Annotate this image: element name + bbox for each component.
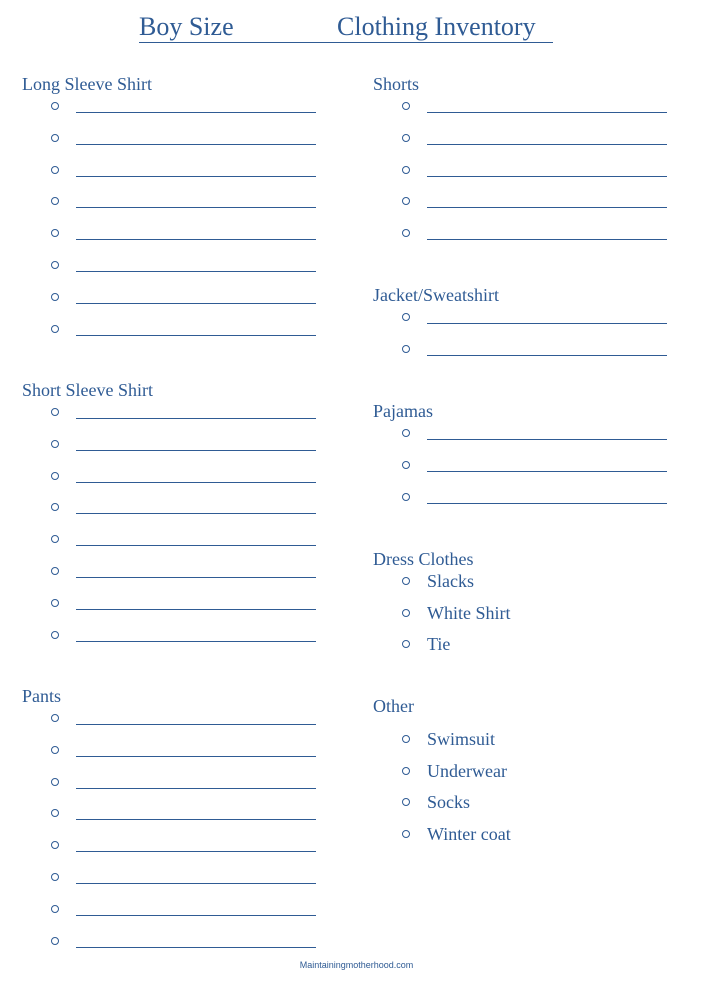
bullet-circle-icon xyxy=(402,429,410,437)
bullet-circle-icon xyxy=(51,937,59,945)
write-in-line[interactable] xyxy=(427,176,667,177)
item-label: Underwear xyxy=(427,760,507,781)
write-in-line[interactable] xyxy=(76,335,316,336)
write-in-line[interactable] xyxy=(76,545,316,546)
write-in-line[interactable] xyxy=(427,355,667,356)
write-in-line[interactable] xyxy=(76,819,316,820)
bullet-circle-icon xyxy=(51,102,59,110)
item-label: Socks xyxy=(427,792,471,812)
heading-jacket-sweatshirt: Jacket/Sweatshirt xyxy=(373,285,499,305)
write-in-line[interactable] xyxy=(76,418,316,419)
write-in-line[interactable] xyxy=(427,471,667,472)
bullet-circle-icon xyxy=(402,609,410,617)
item-label: White Shirt xyxy=(427,602,511,623)
bullet-circle-icon xyxy=(51,778,59,786)
bullet-circle-icon xyxy=(51,261,59,269)
bullet-circle-icon xyxy=(402,313,410,321)
write-in-line[interactable] xyxy=(76,577,316,578)
bullet-circle-icon xyxy=(51,197,59,205)
item-label: Swimsuit xyxy=(427,729,496,749)
bullet-circle-icon xyxy=(402,461,410,469)
bullet-circle-icon xyxy=(402,577,410,585)
bullet-circle-icon xyxy=(51,841,59,849)
write-in-line[interactable] xyxy=(76,788,316,789)
heading-pants: Pants xyxy=(22,686,62,706)
bullet-circle-icon xyxy=(51,229,59,237)
item-label: Slacks xyxy=(427,571,474,591)
write-in-line[interactable] xyxy=(76,303,316,304)
bullet-circle-icon xyxy=(402,345,410,353)
bullet-circle-icon xyxy=(402,798,410,806)
bullet-circle-icon xyxy=(51,408,59,416)
bullet-circle-icon xyxy=(51,535,59,543)
write-in-line[interactable] xyxy=(427,323,667,324)
bullet-circle-icon xyxy=(51,503,59,511)
heading-other: Other xyxy=(373,696,414,716)
write-in-line[interactable] xyxy=(76,144,316,145)
bullet-circle-icon xyxy=(51,325,59,333)
bullet-circle-icon xyxy=(51,714,59,722)
write-in-line[interactable] xyxy=(427,503,667,504)
bullet-circle-icon xyxy=(402,493,410,501)
heading-short-sleeve-shirt: Short Sleeve Shirt xyxy=(22,380,153,400)
heading-long-sleeve-shirt: Long Sleeve Shirt xyxy=(22,74,152,94)
write-in-line[interactable] xyxy=(427,144,667,145)
heading-shorts: Shorts xyxy=(373,74,420,94)
bullet-circle-icon xyxy=(51,873,59,881)
bullet-circle-icon xyxy=(51,166,59,174)
write-in-line[interactable] xyxy=(76,947,316,948)
bullet-circle-icon xyxy=(51,440,59,448)
bullet-circle-icon xyxy=(51,567,59,575)
write-in-line[interactable] xyxy=(76,609,316,610)
bullet-circle-icon xyxy=(51,134,59,142)
title-boy-size: Boy Size xyxy=(139,12,234,41)
bullet-circle-icon xyxy=(402,767,410,775)
bullet-circle-icon xyxy=(402,229,410,237)
page-title xyxy=(139,10,553,43)
write-in-line[interactable] xyxy=(76,271,316,272)
write-in-line[interactable] xyxy=(76,724,316,725)
write-in-line[interactable] xyxy=(76,883,316,884)
bullet-circle-icon xyxy=(51,293,59,301)
write-in-line[interactable] xyxy=(427,112,667,113)
write-in-line[interactable] xyxy=(76,915,316,916)
title-clothing-inventory: Clothing Inventory xyxy=(337,12,536,41)
bullet-circle-icon xyxy=(402,640,410,648)
bullet-circle-icon xyxy=(51,472,59,480)
bullet-circle-icon xyxy=(402,735,410,743)
write-in-line[interactable] xyxy=(76,482,316,483)
footer-website: Maintainingmotherhood.com xyxy=(299,960,414,970)
bullet-circle-icon xyxy=(51,809,59,817)
bullet-circle-icon xyxy=(402,102,410,110)
write-in-line[interactable] xyxy=(427,239,667,240)
write-in-line[interactable] xyxy=(76,239,316,240)
item-label: Tie xyxy=(427,634,451,654)
write-in-line[interactable] xyxy=(76,207,316,208)
item-label: Winter coat xyxy=(427,823,511,844)
bullet-circle-icon xyxy=(402,197,410,205)
write-in-line[interactable] xyxy=(427,207,667,208)
bullet-circle-icon xyxy=(402,166,410,174)
bullet-circle-icon xyxy=(402,134,410,142)
write-in-line[interactable] xyxy=(76,756,316,757)
bullet-circle-icon xyxy=(402,830,410,838)
heading-dress-clothes: Dress Clothes xyxy=(373,549,474,569)
write-in-line[interactable] xyxy=(76,176,316,177)
heading-pajamas: Pajamas xyxy=(373,401,433,421)
bullet-circle-icon xyxy=(51,905,59,913)
bullet-circle-icon xyxy=(51,599,59,607)
write-in-line[interactable] xyxy=(427,439,667,440)
write-in-line[interactable] xyxy=(76,450,316,451)
write-in-line[interactable] xyxy=(76,641,316,642)
bullet-circle-icon xyxy=(51,631,59,639)
write-in-line[interactable] xyxy=(76,112,316,113)
write-in-line[interactable] xyxy=(76,513,316,514)
write-in-line[interactable] xyxy=(76,851,316,852)
bullet-circle-icon xyxy=(51,746,59,754)
